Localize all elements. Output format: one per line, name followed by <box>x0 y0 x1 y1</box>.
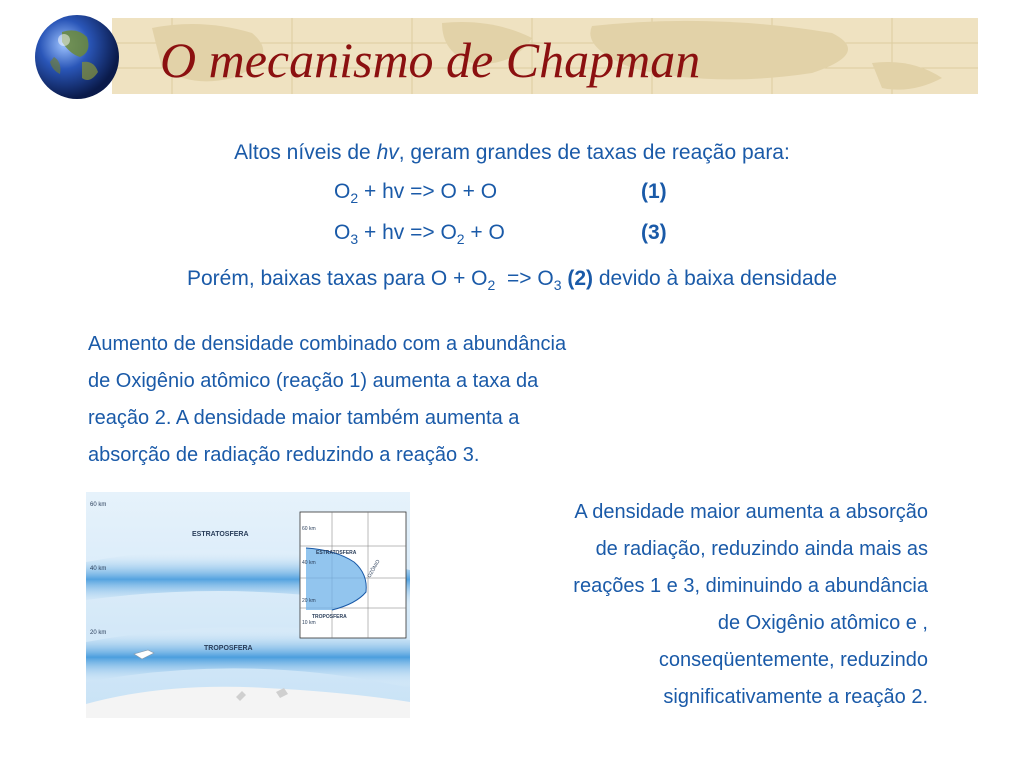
alt-label-60: 60 km <box>90 502 107 508</box>
equation-1-number: (1) <box>641 180 667 203</box>
density-paragraph <box>88 326 728 474</box>
globe-icon <box>32 12 122 102</box>
absorption-paragraph <box>408 494 928 716</box>
inset-label-bottom: TROPOSFERA <box>312 614 347 620</box>
inset-curve-label: OZÔNIO <box>366 558 382 579</box>
paragraph-line: de radiação, reduzindo ainda mais as <box>595 538 928 560</box>
layer-label-top: ESTRATOSFERA <box>192 531 249 538</box>
porem-line: Porém, baixas taxas para $O + O_2 => O_3$ (2) devido à baixa densidade <box>186 267 838 293</box>
inset-alt-10: 10 km <box>302 620 316 626</box>
paragraph-line: significativamente a reação 2. <box>663 686 928 708</box>
inset-alt-20: 20 km <box>302 598 316 604</box>
intro-line: Altos níveis de hv, geram grandes de taxas de reação para: <box>234 141 790 164</box>
paragraph-line: A densidade maior aumenta a absorção <box>574 501 928 523</box>
equation-1: $O_2$ + hv => O + O <box>334 180 498 206</box>
paragraph-line: de Oxigênio atômico (reação 1) aumenta a taxa da <box>88 370 539 392</box>
paragraph-line: reações 1 e 3, diminuindo a abundância <box>573 575 928 597</box>
paragraph-line: de Oxigênio atômico e , <box>717 612 928 634</box>
layer-label-bottom: TROPOSFERA <box>204 645 253 652</box>
paragraph-line: absorção de radiação reduzindo a reação 3. <box>88 444 480 466</box>
inset-chart <box>300 512 406 638</box>
alt-label-20: 20 km <box>90 630 107 636</box>
inset-alt-60: 60 km <box>302 526 316 532</box>
alt-label-40: 40 km <box>90 566 107 572</box>
inset-label-top: ESTRATOSFERA <box>316 550 357 556</box>
atmosphere-figure <box>86 492 410 718</box>
inset-alt-40: 40 km <box>302 560 316 566</box>
page-title: O mecanismo de Chapman <box>160 32 701 88</box>
paragraph-line: reação 2. A densidade maior também aumenta a <box>88 407 520 429</box>
equation-3-number: (3) <box>641 221 667 244</box>
paragraph-line: conseqüentemente, reduzindo <box>658 649 928 671</box>
equation-3: $O_3$ + hv => $O_2 + O$ <box>334 221 505 247</box>
paragraph-line: Aumento de densidade combinado com a abundância <box>88 333 567 355</box>
